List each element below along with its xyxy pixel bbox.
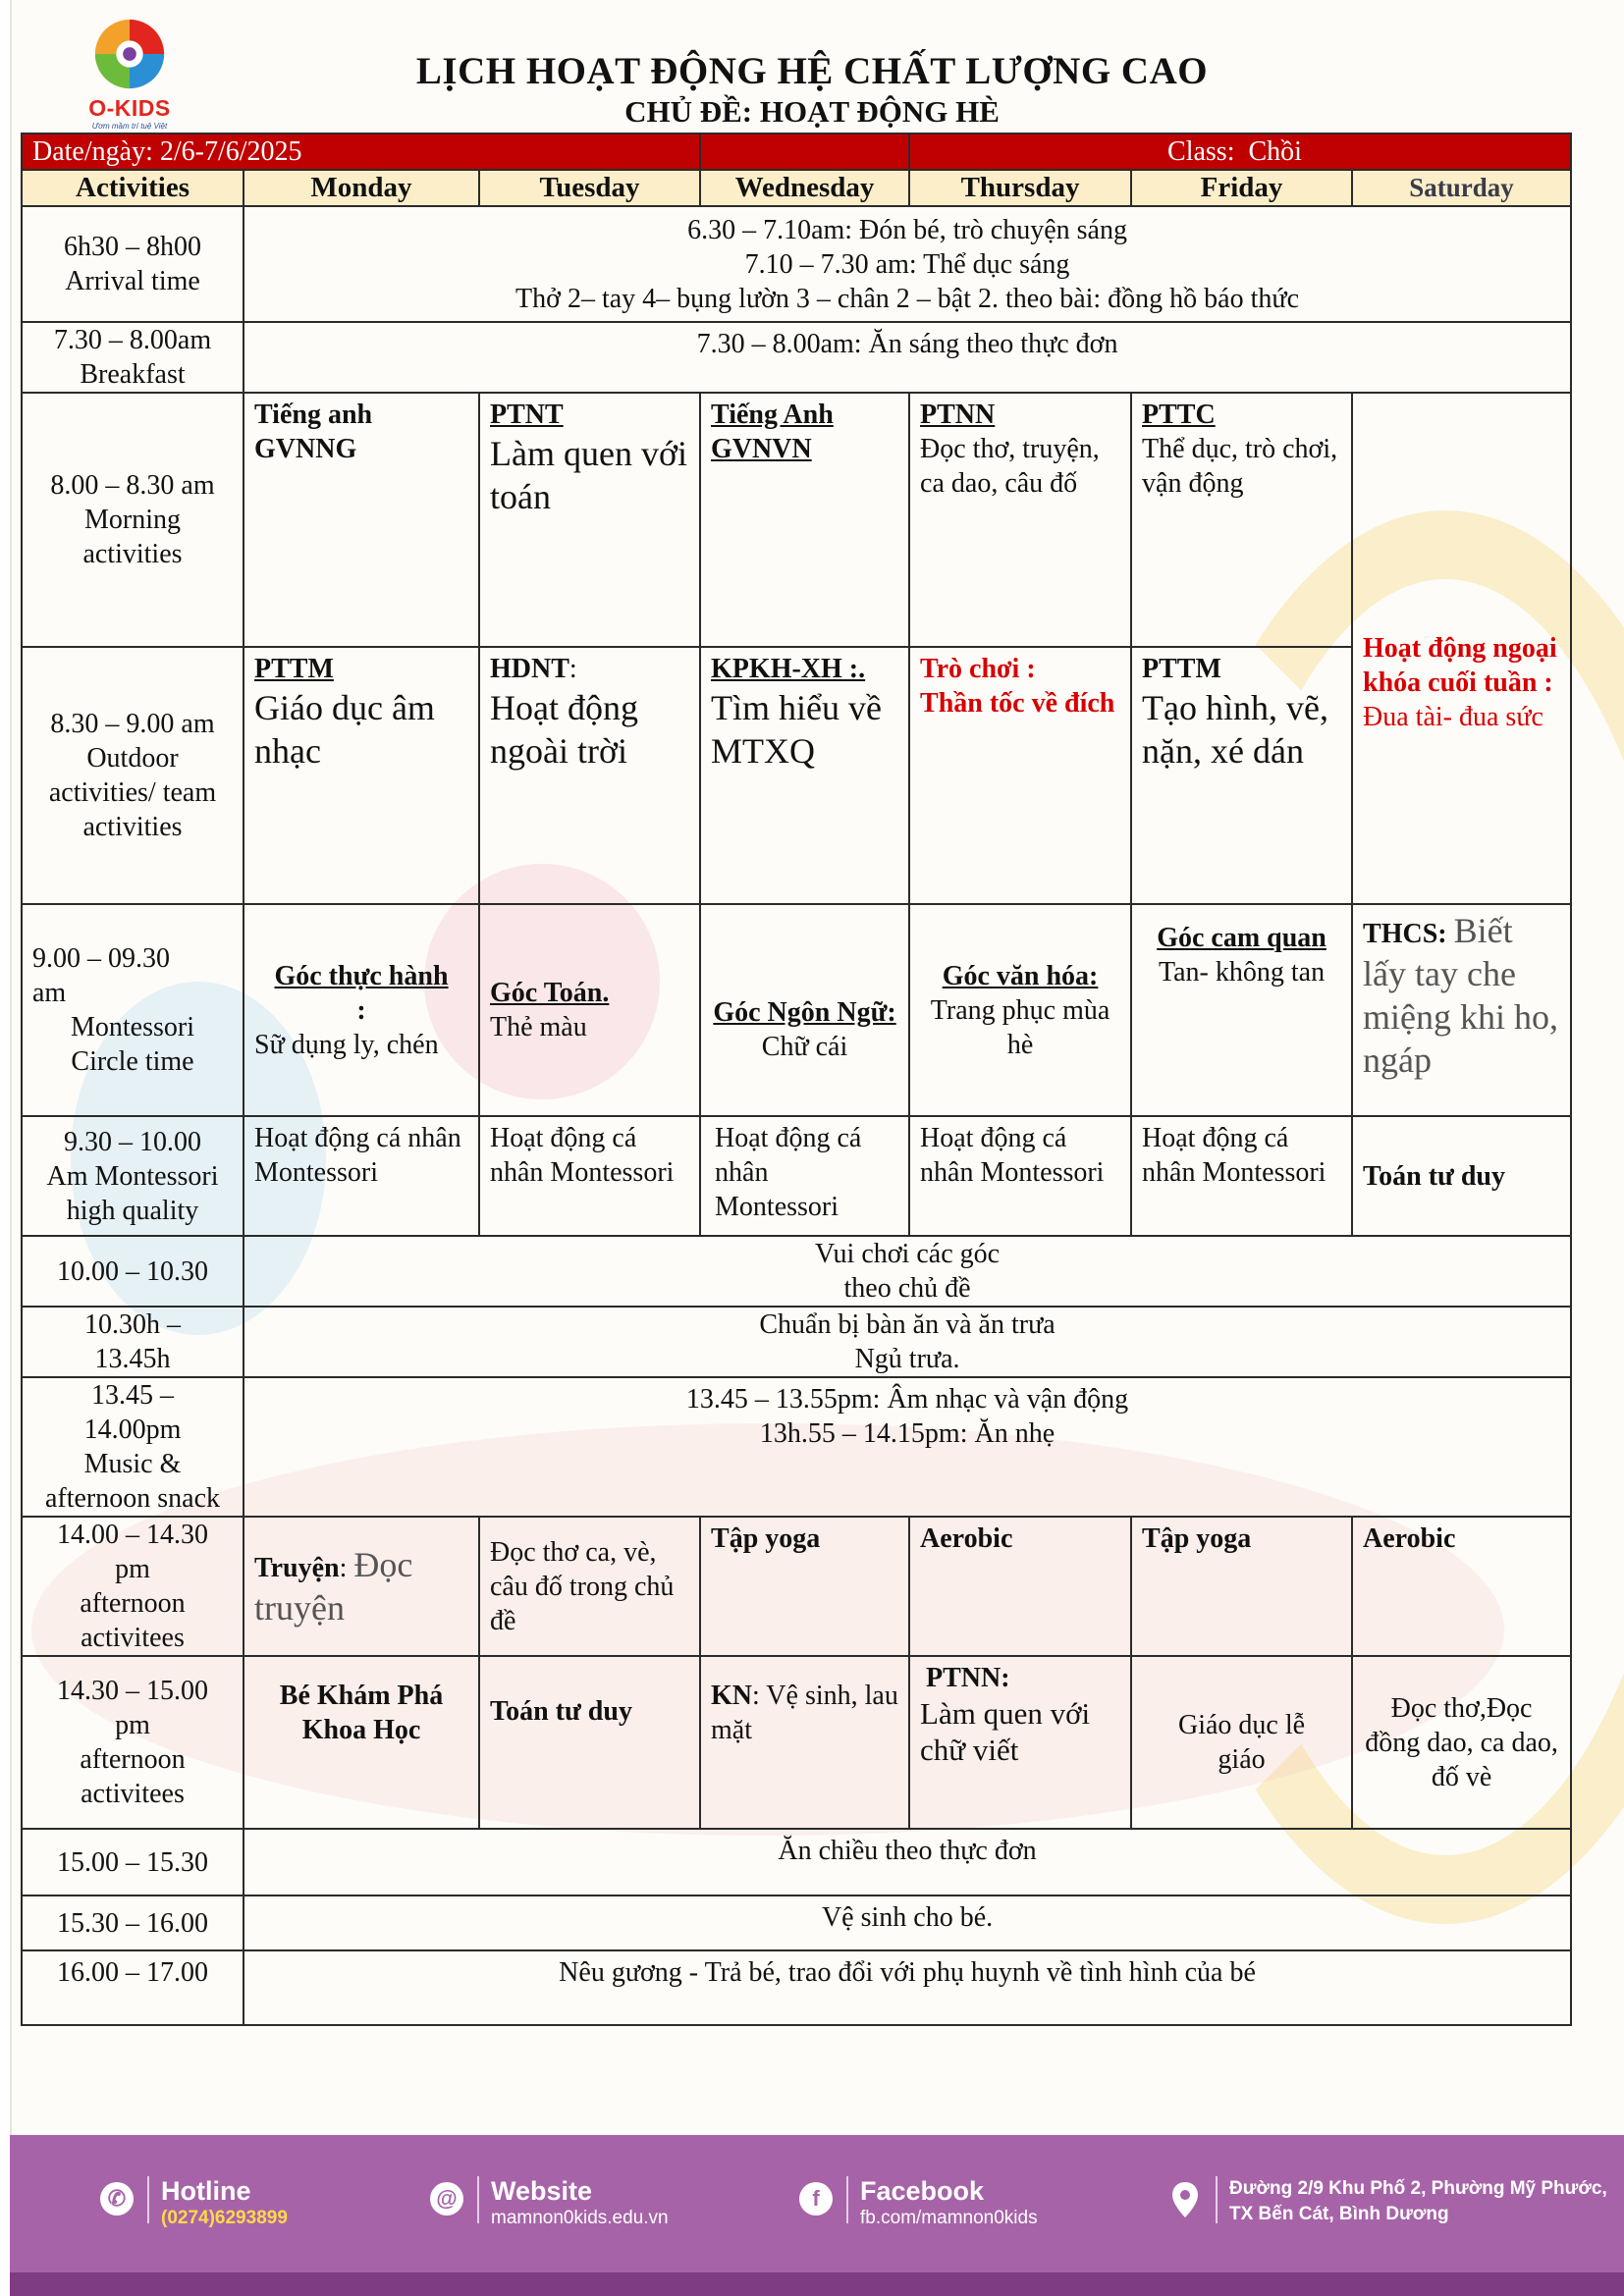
cell-colon: : xyxy=(356,994,366,1026)
footer-separator xyxy=(477,2176,479,2223)
table-row xyxy=(22,1950,1571,2025)
address-line-1: Đường 2/9 Khu Phố 2, Phường Mỹ Phước, xyxy=(1229,2178,1607,2199)
breakfast-content: 7.30 – 8.00am: Ăn sáng theo thực đơn xyxy=(244,322,1571,393)
content-line: Chuẩn bị bàn ăn và ăn trưa xyxy=(759,1309,1056,1340)
class-label: Class: xyxy=(1167,136,1235,167)
outdoor-thursday xyxy=(909,647,1131,904)
cell-body: Giáo dục âm nhạc xyxy=(254,688,435,771)
time-text: 9.30 – 10.00 xyxy=(64,1126,201,1157)
cell-head: PTNN xyxy=(920,400,996,430)
cell-head: Góc Toán. xyxy=(490,978,610,1008)
outdoor-monday xyxy=(244,647,479,904)
cell-body: Thần tốc về đích xyxy=(920,688,1115,719)
footer-separator xyxy=(1216,2176,1218,2223)
cell-head: PTTC xyxy=(1142,400,1216,430)
content-line: Thở 2– tay 4– bụng lườn 3 – chân 2 – bật 2. theo bài: đồng hồ báo thức xyxy=(515,283,1299,314)
table-row xyxy=(22,904,1571,1116)
cell-body: Sữ dụng ly, chén xyxy=(254,1029,439,1060)
cell-head: Góc thực hành xyxy=(274,960,449,991)
time-text: 13.45 – xyxy=(91,1380,174,1411)
cell-body: Trang phục mùa hè xyxy=(930,994,1110,1060)
time-text: Morning xyxy=(84,505,181,535)
time-text: high quality xyxy=(66,1195,199,1226)
time-cell: 15.00 – 15.30 xyxy=(22,1829,244,1896)
time-text: 14.00 – 14.30 xyxy=(57,1520,208,1550)
cell-head: HDNT xyxy=(490,654,569,684)
col-thursday: Thursday xyxy=(909,170,1131,206)
class-value: Chồi xyxy=(1248,136,1302,167)
page-subtitle: CHỦ ĐỀ: HOẠT ĐỘNG HÈ xyxy=(624,94,1000,129)
afternoon2-monday xyxy=(244,1656,479,1829)
cell-line: Tiếng anh xyxy=(254,400,373,430)
afternoon1-wednesday: Tập yoga xyxy=(700,1517,909,1656)
afternoon2-saturday: Đọc thơ,Đọc đồng dao, ca dao, đố vè xyxy=(1352,1656,1571,1829)
cell-line: GVNNG xyxy=(254,434,357,464)
cell-head: KPKH-XH :. xyxy=(711,654,866,684)
info-spacer xyxy=(700,133,909,170)
afternoon2-friday: Giáo dục lễ giáo xyxy=(1131,1656,1352,1829)
pickup-content: Nêu gương - Trả bé, trao đổi với phụ huynh về tình hình của bé xyxy=(244,1950,1571,2025)
phone-icon: ✆ xyxy=(100,2182,134,2216)
cell-body: : Vệ sinh, lau mặt xyxy=(711,1681,898,1745)
time-text: 9.00 – 09.30 xyxy=(32,943,170,974)
cell-body: Thẻ màu xyxy=(490,1012,587,1042)
individual-saturday: Toán tư duy xyxy=(1352,1116,1571,1236)
logo-slogan: Ươm mầm trí tuệ Việt xyxy=(91,122,168,131)
morning-friday xyxy=(1131,393,1352,647)
cell-body: Biết lấy tay che miệng khi ho, ngáp xyxy=(1363,911,1559,1080)
morning-wednesday xyxy=(700,393,909,647)
cell-head: PTNT xyxy=(490,400,564,430)
schedule-table xyxy=(21,133,1572,2026)
cell-body: Làm quen với toán xyxy=(490,434,687,516)
col-activities: Activities xyxy=(22,170,244,206)
cell-head: PTTM xyxy=(1142,654,1221,684)
circle-friday xyxy=(1131,904,1352,1116)
table-row xyxy=(22,1377,1571,1517)
footer-separator xyxy=(147,2176,149,2223)
address-line-2: TX Bến Cát, Bình Dương xyxy=(1229,2204,1449,2224)
time-text: activitees xyxy=(81,1623,185,1653)
website-value: mamnon0kids.edu.vn xyxy=(491,2208,669,2228)
cell-head: Trò chơi : xyxy=(920,654,1036,684)
time-text: 14.00pm xyxy=(83,1415,182,1445)
table-row xyxy=(22,1307,1571,1377)
time-text: pm xyxy=(115,1710,150,1740)
afternoon2-wednesday xyxy=(700,1656,909,1829)
col-monday: Monday xyxy=(244,170,479,206)
time-text: afternoon xyxy=(80,1744,186,1775)
cell-head: THCS: xyxy=(1363,919,1447,949)
content-line: 13.45 – 13.55pm: Âm nhạc và vận động xyxy=(685,1384,1129,1415)
cell-head: PTNN: xyxy=(926,1663,1010,1693)
website-label: Website xyxy=(491,2176,593,2206)
outdoor-wednesday xyxy=(700,647,909,904)
cell-line: Bé Khám Phá xyxy=(279,1681,444,1711)
cell-body: Chữ cái xyxy=(761,1032,848,1062)
col-wednesday: Wednesday xyxy=(700,170,909,206)
content-line: 7.10 – 7.30 am: Thể dục sáng xyxy=(744,248,1070,280)
snack-content: Ăn chiều theo thực đơn xyxy=(244,1829,1571,1896)
afternoon1-thursday: Aerobic xyxy=(909,1517,1131,1656)
logo-name: O-KIDS xyxy=(88,95,171,121)
time-cell xyxy=(22,1377,244,1517)
saturday-extracurricular xyxy=(1352,393,1571,904)
time-cell xyxy=(22,904,244,1116)
time-cell: 15.30 – 16.00 xyxy=(22,1896,244,1950)
music-content xyxy=(244,1377,1571,1517)
page-title: LỊCH HOẠT ĐỘNG HỆ CHẤT LƯỢNG CAO xyxy=(415,50,1209,92)
time-cell xyxy=(22,393,244,647)
col-tuesday: Tuesday xyxy=(479,170,700,206)
individual-friday: Hoạt động cá nhân Montessori xyxy=(1131,1116,1352,1236)
circle-thursday xyxy=(909,904,1131,1116)
individual-wednesday: Hoạt động cá nhân Montessori xyxy=(700,1116,909,1236)
cell-head: Truyện xyxy=(254,1553,340,1583)
time-text: 8.00 – 8.30 am xyxy=(50,470,215,501)
cell-head: PTTM xyxy=(254,654,334,684)
table-row xyxy=(22,1517,1571,1656)
morning-tuesday xyxy=(479,393,700,647)
time-text: afternoon snack xyxy=(44,1483,221,1514)
time-cell xyxy=(22,322,244,393)
time-cell: 16.00 – 17.00 xyxy=(22,1950,244,2025)
col-friday: Friday xyxy=(1131,170,1352,206)
afternoon2-thursday xyxy=(909,1656,1131,1829)
time-text: Music & xyxy=(83,1449,182,1479)
cell-head: Góc Ngôn Ngữ: xyxy=(713,997,896,1028)
time-text: activities xyxy=(82,812,183,842)
cell-head: Hoạt động ngoại khóa cuối tuần : xyxy=(1363,633,1557,698)
table-row xyxy=(22,393,1571,647)
footer-strip xyxy=(10,2272,1624,2296)
time-text: 14.30 – 15.00 xyxy=(57,1676,208,1706)
time-text: 6h30 – 8h00 xyxy=(64,232,201,262)
cell-body: Làm quen với chữ viết xyxy=(920,1696,1091,1767)
time-text: 10.30h – xyxy=(84,1309,181,1340)
content-line: Vui chơi các góc xyxy=(815,1239,1001,1269)
time-text: activities/ team xyxy=(48,777,217,808)
hygiene-content: Vệ sinh cho bé. xyxy=(244,1896,1571,1950)
class-cell xyxy=(909,133,1571,170)
cell-body: Đọc truyện xyxy=(254,1545,413,1628)
table-row xyxy=(22,1236,1571,1307)
cell-line: Khoa Học xyxy=(301,1715,421,1745)
time-cell xyxy=(22,1656,244,1829)
time-text: Circle time xyxy=(71,1046,194,1077)
facebook-value: fb.com/mamnon0kids xyxy=(860,2208,1038,2228)
facebook-label: Facebook xyxy=(860,2176,985,2206)
time-text: am xyxy=(32,978,67,1008)
content-line: Ngủ trưa. xyxy=(854,1344,960,1374)
cell-body: Đua tài- đua sức xyxy=(1363,702,1543,732)
afternoon2-tuesday: Toán tư duy xyxy=(479,1656,700,1829)
date-cell xyxy=(22,133,700,170)
cell-colon: : xyxy=(568,654,577,684)
cell-head: Góc văn hóa: xyxy=(942,960,1099,991)
cell-body: Tan- không tan xyxy=(1158,957,1326,988)
table-row xyxy=(22,1896,1571,1950)
time-cell xyxy=(22,1307,244,1377)
time-text: Montessori xyxy=(71,1012,194,1042)
time-text: Am Montessori xyxy=(46,1160,219,1192)
cell-body: Tạo hình, vẽ, nặn, xé dán xyxy=(1142,688,1328,771)
morning-monday xyxy=(244,393,479,647)
time-text: pm xyxy=(115,1554,150,1584)
time-text: Arrival time xyxy=(65,266,200,296)
afternoon1-saturday: Aerobic xyxy=(1352,1517,1571,1656)
outdoor-friday xyxy=(1131,647,1352,904)
circle-tuesday xyxy=(479,904,700,1116)
location-pin-icon xyxy=(1170,2180,1200,2219)
time-text: afternoon xyxy=(80,1588,186,1619)
time-cell xyxy=(22,206,244,322)
content-line: 13h.55 – 14.15pm: Ăn nhẹ xyxy=(759,1418,1056,1449)
individual-thursday: Hoạt động cá nhân Montessori xyxy=(909,1116,1131,1236)
table-row xyxy=(22,1829,1571,1896)
individual-monday: Hoạt động cá nhân Montessori xyxy=(244,1116,479,1236)
content-line: theo chủ đề xyxy=(843,1273,971,1304)
corners-content xyxy=(244,1236,1571,1307)
cell-head: KN xyxy=(711,1681,753,1711)
hotline-value: (0274)6293899 xyxy=(161,2208,288,2228)
cell-body: Thể dục, trò chơi, vận động xyxy=(1142,434,1338,499)
time-text: activitees xyxy=(81,1779,185,1809)
table-row xyxy=(22,206,1571,322)
hotline-label: Hotline xyxy=(161,2176,251,2206)
table-row xyxy=(22,1116,1571,1236)
facebook-icon: f xyxy=(799,2182,833,2216)
cell-line: Tiếng Anh xyxy=(711,400,834,430)
individual-tuesday: Hoạt động cá nhân Montessori xyxy=(479,1116,700,1236)
cell-colon: : xyxy=(339,1553,348,1583)
circle-wednesday xyxy=(700,904,909,1116)
time-cell xyxy=(22,1116,244,1236)
time-text: 13.45h xyxy=(94,1344,171,1374)
table-row xyxy=(22,322,1571,393)
info-bar xyxy=(22,133,1571,170)
table-row xyxy=(22,1656,1571,1829)
column-header-row xyxy=(22,170,1571,206)
time-text: Outdoor xyxy=(86,743,179,774)
col-saturday: Saturday xyxy=(1352,170,1571,206)
arrival-content xyxy=(244,206,1571,322)
time-text: Breakfast xyxy=(80,359,186,390)
footer-separator xyxy=(846,2176,848,2223)
time-text: 7.30 – 8.00am xyxy=(53,325,212,355)
morning-thursday xyxy=(909,393,1131,647)
cell-body: Hoạt động ngoài trời xyxy=(490,688,638,771)
outdoor-tuesday xyxy=(479,647,700,904)
circle-saturday xyxy=(1352,904,1571,1116)
afternoon1-tuesday: Đọc thơ ca, vè, câu đố trong chủ đề xyxy=(479,1517,700,1656)
at-icon: @ xyxy=(430,2182,463,2216)
time-text: 8.30 – 9.00 am xyxy=(50,709,215,739)
lunch-content xyxy=(244,1307,1571,1377)
cell-line: GVNVN xyxy=(711,434,812,464)
table-row xyxy=(22,647,1571,904)
time-text: activities xyxy=(82,539,183,569)
time-cell xyxy=(22,647,244,904)
date-label: Date/ngày: 2/6-7/6/2025 xyxy=(32,136,302,167)
cell-head: Góc cam quan xyxy=(1157,923,1326,953)
afternoon1-friday: Tập yoga xyxy=(1131,1517,1352,1656)
afternoon1-monday xyxy=(244,1517,479,1656)
cell-body: Đọc thơ, truyện, ca dao, câu đố xyxy=(920,434,1100,499)
circle-monday xyxy=(244,904,479,1116)
time-cell xyxy=(22,1517,244,1656)
footer xyxy=(10,2135,1624,2296)
cell-body: Tìm hiểu về MTXQ xyxy=(711,688,882,771)
content-line: 6.30 – 7.10am: Đón bé, trò chuyện sáng xyxy=(687,214,1127,245)
time-cell: 10.00 – 10.30 xyxy=(22,1236,244,1307)
